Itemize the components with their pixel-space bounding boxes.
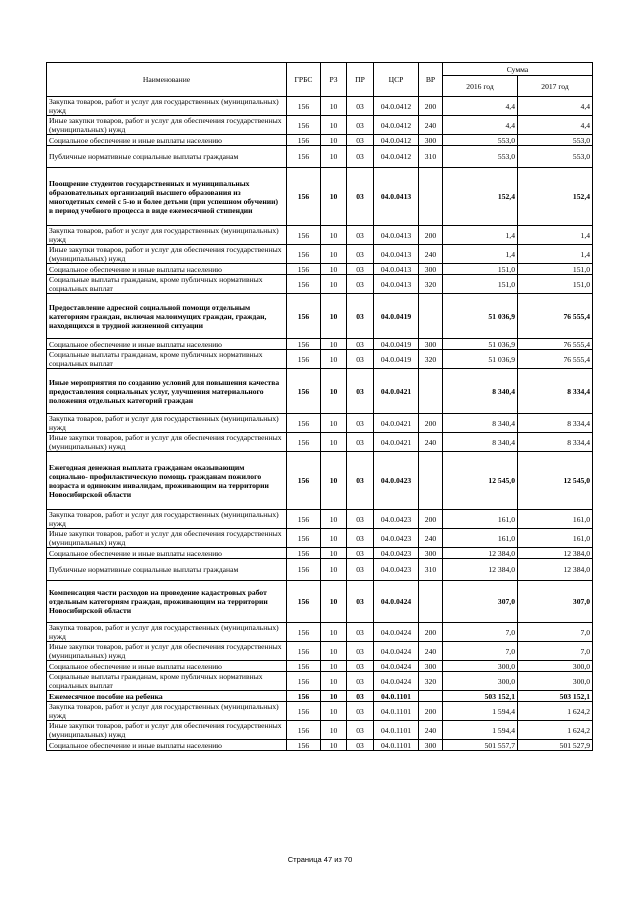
row-rz: 10 <box>321 275 347 294</box>
row-vr: 200 <box>419 97 443 116</box>
table-row <box>47 548 593 559</box>
table-row <box>47 623 593 642</box>
row-amount-2017: 1,4 <box>518 245 593 264</box>
row-vr: 200 <box>419 510 443 529</box>
row-grbs: 156 <box>287 581 321 623</box>
row-name: Закупка товаров, работ и услуг для государственных (муниципальных) нужд <box>47 623 287 642</box>
row-grbs: 156 <box>287 510 321 529</box>
row-rz: 10 <box>321 414 347 433</box>
row-amount-2016: 1,4 <box>443 245 518 264</box>
row-name: Социальное обеспечение и иные выплаты населению <box>47 740 287 751</box>
table-row <box>47 433 593 452</box>
row-grbs: 156 <box>287 294 321 339</box>
row-csr: 04.0.0423 <box>374 452 419 510</box>
row-name: Компенсация части расходов на проведение кадастровых работ отдельным категориям граждан, проживающим на территории Новосибирской области <box>47 581 287 623</box>
row-pr: 03 <box>347 691 374 702</box>
row-rz: 10 <box>321 97 347 116</box>
row-csr: 04.0.0421 <box>374 369 419 414</box>
row-grbs: 156 <box>287 168 321 226</box>
row-amount-2016: 151,0 <box>443 264 518 275</box>
header-vr: ВР <box>419 63 443 97</box>
row-amount-2016: 501 557,7 <box>443 740 518 751</box>
row-grbs: 156 <box>287 740 321 751</box>
row-vr <box>419 294 443 339</box>
row-amount-2016: 1 594,4 <box>443 702 518 721</box>
row-amount-2017: 8 334,4 <box>518 433 593 452</box>
table-row <box>47 350 593 369</box>
row-rz: 10 <box>321 702 347 721</box>
row-grbs: 156 <box>287 135 321 146</box>
header-year-2016: 2016 год <box>443 76 518 97</box>
row-amount-2016: 7,0 <box>443 642 518 661</box>
row-rz: 10 <box>321 294 347 339</box>
row-amount-2017: 300,0 <box>518 672 593 691</box>
row-csr: 04.0.1101 <box>374 691 419 702</box>
row-pr: 03 <box>347 146 374 168</box>
row-name: Социальные выплаты гражданам, кроме публичных нормативных социальных выплат <box>47 350 287 369</box>
row-rz: 10 <box>321 452 347 510</box>
row-pr: 03 <box>347 226 374 245</box>
row-rz: 10 <box>321 245 347 264</box>
row-amount-2016: 1 594,4 <box>443 721 518 740</box>
row-amount-2017: 8 334,4 <box>518 414 593 433</box>
row-csr: 04.0.0419 <box>374 339 419 350</box>
row-csr: 04.0.0423 <box>374 510 419 529</box>
row-grbs: 156 <box>287 721 321 740</box>
header-pr: ПР <box>347 63 374 97</box>
row-rz: 10 <box>321 661 347 672</box>
row-vr: 200 <box>419 702 443 721</box>
table-row <box>47 452 593 510</box>
row-grbs: 156 <box>287 623 321 642</box>
row-rz: 10 <box>321 433 347 452</box>
row-amount-2016: 553,0 <box>443 135 518 146</box>
row-name: Иные закупки товаров, работ и услуг для обеспечения государственных (муниципальных) нужд <box>47 721 287 740</box>
row-amount-2017: 151,0 <box>518 264 593 275</box>
row-amount-2017: 161,0 <box>518 510 593 529</box>
row-amount-2016: 1,4 <box>443 226 518 245</box>
row-name: Социальные выплаты гражданам, кроме публичных нормативных социальных выплат <box>47 672 287 691</box>
table-row <box>47 339 593 350</box>
row-amount-2016: 161,0 <box>443 510 518 529</box>
row-amount-2016: 7,0 <box>443 623 518 642</box>
row-csr: 04.0.0424 <box>374 581 419 623</box>
row-grbs: 156 <box>287 264 321 275</box>
row-pr: 03 <box>347 702 374 721</box>
row-vr: 300 <box>419 548 443 559</box>
row-vr <box>419 581 443 623</box>
row-amount-2017: 161,0 <box>518 529 593 548</box>
row-name: Закупка товаров, работ и услуг для государственных (муниципальных) нужд <box>47 510 287 529</box>
row-rz: 10 <box>321 623 347 642</box>
row-csr: 04.0.0424 <box>374 672 419 691</box>
row-name: Ежемесячное пособие на ребенка <box>47 691 287 702</box>
row-rz: 10 <box>321 548 347 559</box>
table-row <box>47 245 593 264</box>
row-vr: 240 <box>419 116 443 135</box>
row-vr: 300 <box>419 740 443 751</box>
row-csr: 04.0.0412 <box>374 135 419 146</box>
row-grbs: 156 <box>287 350 321 369</box>
row-name: Предоставление адресной социальной помощи отдельным категориям граждан, включая малоимущих граждан, граждан, находящихся в трудной жизненной ситуации <box>47 294 287 339</box>
row-pr: 03 <box>347 264 374 275</box>
row-amount-2016: 12 545,0 <box>443 452 518 510</box>
row-csr: 04.0.0424 <box>374 642 419 661</box>
row-amount-2016: 8 340,4 <box>443 414 518 433</box>
header-csr: ЦСР <box>374 63 419 97</box>
row-amount-2017: 76 555,4 <box>518 350 593 369</box>
row-csr: 04.0.1101 <box>374 702 419 721</box>
row-csr: 04.0.0423 <box>374 529 419 548</box>
row-vr: 310 <box>419 559 443 581</box>
row-pr: 03 <box>347 433 374 452</box>
row-rz: 10 <box>321 116 347 135</box>
page-number: Страница 47 из 70 <box>287 855 353 864</box>
row-grbs: 156 <box>287 146 321 168</box>
row-pr: 03 <box>347 642 374 661</box>
row-csr: 04.0.1101 <box>374 721 419 740</box>
table-row <box>47 672 593 691</box>
row-grbs: 156 <box>287 97 321 116</box>
row-name: Иные закупки товаров, работ и услуг для обеспечения государственных (муниципальных) нужд <box>47 642 287 661</box>
row-amount-2017: 1 624,2 <box>518 702 593 721</box>
row-pr: 03 <box>347 245 374 264</box>
row-amount-2016: 12 384,0 <box>443 559 518 581</box>
row-vr: 200 <box>419 414 443 433</box>
row-amount-2017: 152,4 <box>518 168 593 226</box>
row-pr: 03 <box>347 623 374 642</box>
row-pr: 03 <box>347 369 374 414</box>
row-rz: 10 <box>321 369 347 414</box>
row-pr: 03 <box>347 350 374 369</box>
row-grbs: 156 <box>287 642 321 661</box>
row-grbs: 156 <box>287 691 321 702</box>
row-rz: 10 <box>321 691 347 702</box>
row-grbs: 156 <box>287 661 321 672</box>
table-row <box>47 264 593 275</box>
table-row <box>47 691 593 702</box>
row-grbs: 156 <box>287 369 321 414</box>
table-row <box>47 702 593 721</box>
row-csr: 04.0.0421 <box>374 414 419 433</box>
row-pr: 03 <box>347 339 374 350</box>
row-grbs: 156 <box>287 414 321 433</box>
table-row <box>47 529 593 548</box>
row-vr <box>419 168 443 226</box>
row-amount-2017: 553,0 <box>518 146 593 168</box>
row-amount-2016: 152,4 <box>443 168 518 226</box>
row-vr: 240 <box>419 642 443 661</box>
row-vr: 240 <box>419 721 443 740</box>
row-pr: 03 <box>347 168 374 226</box>
row-rz: 10 <box>321 168 347 226</box>
row-pr: 03 <box>347 672 374 691</box>
table-row <box>47 510 593 529</box>
row-csr: 04.0.0421 <box>374 433 419 452</box>
table-row <box>47 369 593 414</box>
row-name: Иные закупки товаров, работ и услуг для обеспечения государственных (муниципальных) нужд <box>47 245 287 264</box>
row-amount-2017: 76 555,4 <box>518 294 593 339</box>
row-rz: 10 <box>321 740 347 751</box>
row-amount-2017: 12 545,0 <box>518 452 593 510</box>
row-amount-2016: 307,0 <box>443 581 518 623</box>
row-vr: 240 <box>419 529 443 548</box>
row-pr: 03 <box>347 116 374 135</box>
row-amount-2016: 12 384,0 <box>443 548 518 559</box>
row-amount-2017: 12 384,0 <box>518 559 593 581</box>
row-vr: 300 <box>419 264 443 275</box>
row-rz: 10 <box>321 672 347 691</box>
row-amount-2017: 7,0 <box>518 623 593 642</box>
row-grbs: 156 <box>287 672 321 691</box>
table-row <box>47 97 593 116</box>
row-grbs: 156 <box>287 116 321 135</box>
row-grbs: 156 <box>287 245 321 264</box>
row-rz: 10 <box>321 581 347 623</box>
row-name: Социальные выплаты гражданам, кроме публичных нормативных социальных выплат <box>47 275 287 294</box>
row-csr: 04.0.0412 <box>374 97 419 116</box>
row-vr <box>419 452 443 510</box>
row-pr: 03 <box>347 548 374 559</box>
table-row <box>47 275 593 294</box>
row-rz: 10 <box>321 146 347 168</box>
row-vr: 300 <box>419 661 443 672</box>
row-vr: 200 <box>419 226 443 245</box>
row-rz: 10 <box>321 721 347 740</box>
table-row <box>47 740 593 751</box>
row-rz: 10 <box>321 350 347 369</box>
row-pr: 03 <box>347 135 374 146</box>
row-amount-2016: 300,0 <box>443 672 518 691</box>
row-pr: 03 <box>347 414 374 433</box>
row-rz: 10 <box>321 510 347 529</box>
row-vr: 240 <box>419 245 443 264</box>
row-csr: 04.0.0424 <box>374 623 419 642</box>
row-csr: 04.0.0424 <box>374 661 419 672</box>
table-row <box>47 168 593 226</box>
row-rz: 10 <box>321 135 347 146</box>
row-amount-2017: 503 152,1 <box>518 691 593 702</box>
row-vr: 240 <box>419 433 443 452</box>
header-sum: Сумма <box>443 63 593 76</box>
row-name: Социальное обеспечение и иные выплаты населению <box>47 339 287 350</box>
table-row <box>47 642 593 661</box>
row-pr: 03 <box>347 294 374 339</box>
table-row <box>47 721 593 740</box>
row-pr: 03 <box>347 510 374 529</box>
row-amount-2016: 51 036,9 <box>443 339 518 350</box>
row-name: Закупка товаров, работ и услуг для государственных (муниципальных) нужд <box>47 97 287 116</box>
row-grbs: 156 <box>287 339 321 350</box>
row-vr: 300 <box>419 135 443 146</box>
row-name: Иные закупки товаров, работ и услуг для обеспечения государственных (муниципальных) нужд <box>47 529 287 548</box>
row-vr <box>419 369 443 414</box>
row-amount-2017: 7,0 <box>518 642 593 661</box>
row-rz: 10 <box>321 529 347 548</box>
row-name: Иные закупки товаров, работ и услуг для обеспечения государственных (муниципальных) нужд <box>47 433 287 452</box>
row-csr: 04.0.0413 <box>374 226 419 245</box>
row-amount-2016: 51 036,9 <box>443 350 518 369</box>
row-amount-2017: 501 527,9 <box>518 740 593 751</box>
row-amount-2016: 4,4 <box>443 116 518 135</box>
header-grbs: ГРБС <box>287 63 321 97</box>
row-csr: 04.0.0413 <box>374 275 419 294</box>
row-name: Иные мероприятия по созданию условий для повышения качества предоставления социальных услуг, улучшения материального положения отдельных категорий граждан <box>47 369 287 414</box>
header-rz: РЗ <box>321 63 347 97</box>
row-pr: 03 <box>347 661 374 672</box>
row-rz: 10 <box>321 339 347 350</box>
table-row <box>47 414 593 433</box>
table-row <box>47 661 593 672</box>
row-amount-2016: 4,4 <box>443 97 518 116</box>
row-amount-2017: 12 384,0 <box>518 548 593 559</box>
row-pr: 03 <box>347 529 374 548</box>
row-amount-2017: 4,4 <box>518 116 593 135</box>
header-name: Наименование <box>47 63 287 97</box>
row-pr: 03 <box>347 581 374 623</box>
row-name: Социальное обеспечение и иные выплаты населению <box>47 135 287 146</box>
row-vr: 320 <box>419 350 443 369</box>
row-rz: 10 <box>321 559 347 581</box>
table-body <box>47 97 593 751</box>
row-csr: 04.0.0423 <box>374 548 419 559</box>
row-grbs: 156 <box>287 529 321 548</box>
row-name: Ежегодная денежная выплата гражданам оказывающим социально- профилактическую помощь гражданам пожилого возраста и одиноким инвалидам, проживающим на территории Новосибирской области <box>47 452 287 510</box>
row-amount-2017: 1 624,2 <box>518 721 593 740</box>
row-name: Социальное обеспечение и иные выплаты населению <box>47 264 287 275</box>
row-vr: 200 <box>419 623 443 642</box>
row-amount-2016: 151,0 <box>443 275 518 294</box>
row-amount-2016: 51 036,9 <box>443 294 518 339</box>
row-csr: 04.0.0419 <box>374 294 419 339</box>
row-amount-2016: 503 152,1 <box>443 691 518 702</box>
row-csr: 04.0.0413 <box>374 264 419 275</box>
table-row <box>47 146 593 168</box>
row-grbs: 156 <box>287 452 321 510</box>
row-amount-2016: 8 340,4 <box>443 433 518 452</box>
row-rz: 10 <box>321 642 347 661</box>
row-pr: 03 <box>347 559 374 581</box>
row-amount-2017: 553,0 <box>518 135 593 146</box>
row-amount-2016: 300,0 <box>443 661 518 672</box>
table-row <box>47 116 593 135</box>
row-csr: 04.0.0413 <box>374 245 419 264</box>
row-amount-2017: 300,0 <box>518 661 593 672</box>
row-name: Закупка товаров, работ и услуг для государственных (муниципальных) нужд <box>47 226 287 245</box>
table-row <box>47 226 593 245</box>
row-csr: 04.0.0423 <box>374 559 419 581</box>
row-grbs: 156 <box>287 226 321 245</box>
row-vr: 300 <box>419 339 443 350</box>
row-vr: 310 <box>419 146 443 168</box>
row-name: Поощрение студентов государственных и муниципальных образовательных организаций высшего образования из многодетных семей с 5-ю и более детьми (при успешном обучении) в период учебного процесса в виде ежемесячной стипендии <box>47 168 287 226</box>
row-name: Закупка товаров, работ и услуг для государственных (муниципальных) нужд <box>47 414 287 433</box>
row-amount-2017: 151,0 <box>518 275 593 294</box>
row-pr: 03 <box>347 452 374 510</box>
table-row <box>47 294 593 339</box>
row-amount-2017: 8 334,4 <box>518 369 593 414</box>
row-grbs: 156 <box>287 433 321 452</box>
row-name: Публичные нормативные социальные выплаты гражданам <box>47 146 287 168</box>
row-pr: 03 <box>347 275 374 294</box>
row-amount-2017: 307,0 <box>518 581 593 623</box>
row-name: Публичные нормативные социальные выплаты гражданам <box>47 559 287 581</box>
row-csr: 04.0.1101 <box>374 740 419 751</box>
budget-table <box>46 62 593 751</box>
row-rz: 10 <box>321 226 347 245</box>
row-name: Иные закупки товаров, работ и услуг для обеспечения государственных (муниципальных) нужд <box>47 116 287 135</box>
row-grbs: 156 <box>287 702 321 721</box>
table-row <box>47 581 593 623</box>
row-grbs: 156 <box>287 275 321 294</box>
row-vr <box>419 691 443 702</box>
row-csr: 04.0.0412 <box>374 116 419 135</box>
row-rz: 10 <box>321 264 347 275</box>
row-pr: 03 <box>347 740 374 751</box>
row-csr: 04.0.0419 <box>374 350 419 369</box>
row-vr: 320 <box>419 275 443 294</box>
row-amount-2016: 8 340,4 <box>443 369 518 414</box>
row-name: Закупка товаров, работ и услуг для государственных (муниципальных) нужд <box>47 702 287 721</box>
row-pr: 03 <box>347 721 374 740</box>
row-pr: 03 <box>347 97 374 116</box>
row-amount-2017: 76 555,4 <box>518 339 593 350</box>
row-grbs: 156 <box>287 548 321 559</box>
table-row <box>47 135 593 146</box>
row-amount-2016: 161,0 <box>443 529 518 548</box>
header-year-2017: 2017 год <box>518 76 593 97</box>
row-csr: 04.0.0413 <box>374 168 419 226</box>
row-name: Социальное обеспечение и иные выплаты населению <box>47 548 287 559</box>
row-name: Социальное обеспечение и иные выплаты населению <box>47 661 287 672</box>
table-row <box>47 559 593 581</box>
row-grbs: 156 <box>287 559 321 581</box>
row-vr: 320 <box>419 672 443 691</box>
row-csr: 04.0.0412 <box>374 146 419 168</box>
row-amount-2017: 1,4 <box>518 226 593 245</box>
row-amount-2017: 4,4 <box>518 97 593 116</box>
row-amount-2016: 553,0 <box>443 146 518 168</box>
